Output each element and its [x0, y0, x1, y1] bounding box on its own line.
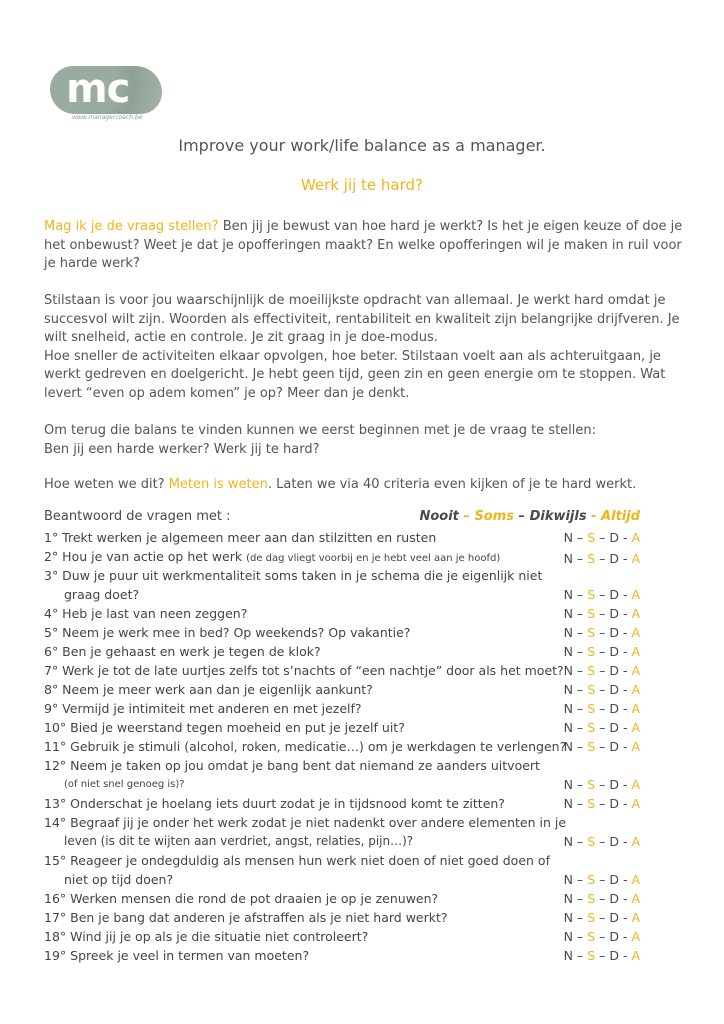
answer-options[interactable]: [564, 946, 640, 965]
answer-sep: -: [618, 587, 632, 602]
paragraph-5-highlight: Meten is weten: [168, 477, 268, 492]
answer-sep: –: [572, 872, 588, 887]
answer-options[interactable]: [564, 642, 640, 661]
question-row: [44, 889, 644, 908]
legend-altijd: Altijd: [601, 509, 640, 524]
answer-n[interactable]: N: [563, 682, 573, 697]
answer-a[interactable]: A: [631, 910, 640, 925]
answer-sep: –: [595, 948, 610, 963]
answer-d[interactable]: D: [609, 606, 619, 621]
answer-a[interactable]: A: [631, 796, 640, 811]
legend-sep-3: -: [586, 509, 602, 524]
question-text: 1° Trekt werken je algemeen meer aan dan stilzitten en rusten: [44, 530, 437, 545]
answer-sep: -: [618, 739, 632, 754]
answer-a[interactable]: A: [631, 891, 640, 906]
answer-sep: -: [618, 644, 632, 659]
question-row: [44, 946, 644, 965]
question-text: 12° Neem je taken op jou omdat je bang bent dat niemand ze aanders uitvoert: [44, 758, 540, 773]
answer-sep: -: [618, 530, 632, 545]
answer-sep: –: [572, 551, 588, 566]
answer-sep: –: [572, 644, 588, 659]
answer-sep: –: [595, 796, 610, 811]
answer-s[interactable]: S: [587, 910, 596, 925]
answer-d[interactable]: D: [609, 910, 619, 925]
answer-s[interactable]: S: [587, 834, 596, 849]
question-text: 4° Heb je last van neen zeggen?: [44, 606, 248, 621]
answer-s[interactable]: S: [587, 551, 596, 566]
legend-sep-2: –: [514, 509, 530, 524]
question-row: [44, 908, 644, 927]
question-text: 7° Werk je tot de late uurtjes zelfs tot s’nachts of “een nachtje” door als het moet?: [44, 663, 564, 678]
paragraph-4: [44, 422, 684, 459]
answer-options[interactable]: [564, 718, 640, 737]
answer-a[interactable]: A: [631, 663, 640, 678]
answer-s[interactable]: S: [587, 644, 596, 659]
answer-sep: -: [618, 891, 632, 906]
intro-text: Ben jij je bewust van hoe hard je werkt? Is het je eigen keuze of doe je het onbewust? Weet je dat je opofferingen maakt? En welke opofferingen wil je maken in ruil voor je harde werk?: [44, 219, 683, 271]
answer-sep: -: [618, 551, 632, 566]
answer-sep: –: [595, 739, 610, 754]
question-row: [44, 528, 644, 547]
answer-a[interactable]: A: [631, 701, 640, 716]
answer-sep: –: [572, 929, 588, 944]
question-text-continued: (of niet snel genoeg is)?: [64, 779, 185, 790]
answer-sep: -: [618, 948, 632, 963]
answer-sep: –: [595, 720, 610, 735]
answer-sep: –: [572, 663, 588, 678]
answer-sep: -: [618, 682, 632, 697]
question-row: [44, 680, 644, 699]
answer-n[interactable]: N: [563, 606, 573, 621]
question-text-continued: leven (is dit te wijten aan verdriet, angst, relaties, pijn…)?: [64, 834, 414, 848]
answer-legend: [44, 509, 644, 527]
question-text: 19° Spreek je veel in termen van moeten?: [44, 948, 310, 963]
answer-sep: –: [595, 530, 610, 545]
answer-options[interactable]: [564, 661, 640, 680]
paragraph-4a-text: Om terug die balans te vinden kunnen we eerst beginnen met je de vraag te stellen:: [44, 423, 597, 438]
answer-sep: -: [618, 625, 632, 640]
answer-sep: –: [595, 663, 610, 678]
answer-sep: –: [572, 891, 588, 906]
answer-sep: -: [618, 910, 632, 925]
answer-d[interactable]: D: [609, 929, 619, 944]
question-text: 17° Ben je bang dat anderen je afstraffen als je niet hard werkt?: [44, 910, 448, 925]
answer-sep: -: [618, 701, 632, 716]
answer-n[interactable]: N: [563, 777, 573, 792]
answer-d[interactable]: D: [609, 872, 619, 887]
answer-sep: –: [595, 606, 610, 621]
question-text: 3° Duw je puur uit werkmentaliteit soms taken in je schema die je eigenlijk niet: [44, 568, 543, 583]
answer-sep: –: [572, 625, 588, 640]
answer-d[interactable]: D: [609, 796, 619, 811]
question-text: 6° Ben je gehaast en werk je tegen de klok?: [44, 644, 321, 659]
answer-sep: –: [572, 796, 588, 811]
question-text: 2° Hou je van actie op het werk: [44, 549, 247, 564]
page-subtitle: Werk jij te hard?: [300, 176, 424, 194]
question-row: [44, 851, 644, 889]
answer-d[interactable]: D: [609, 777, 619, 792]
answer-s[interactable]: S: [587, 891, 596, 906]
answer-a[interactable]: A: [631, 644, 640, 659]
question-text: 10° Bied je weerstand tegen moeheid en put je jezelf uit?: [44, 720, 405, 735]
answer-sep: -: [618, 834, 632, 849]
answer-n[interactable]: N: [563, 551, 573, 566]
answer-sep: -: [618, 796, 632, 811]
answer-sep: -: [618, 777, 632, 792]
answer-s[interactable]: S: [587, 606, 596, 621]
question-text: 9° Vermijd je intimiteit met anderen en met jezelf?: [44, 701, 362, 716]
answer-n[interactable]: N: [563, 929, 573, 944]
question-text: 15° Reageer je ondegduldig als mensen hun werk niet doen of niet goed doen of: [44, 853, 550, 868]
answer-d[interactable]: D: [609, 720, 619, 735]
answer-n[interactable]: N: [563, 910, 573, 925]
answer-n[interactable]: N: [563, 796, 573, 811]
paragraph-4b-text: Ben jij een harde werker? Werk jij te hard?: [44, 441, 320, 457]
answer-a[interactable]: A: [631, 551, 640, 566]
question-row: [44, 623, 644, 642]
answer-options[interactable]: [564, 585, 640, 604]
paragraph-2: [44, 292, 684, 403]
answer-n[interactable]: N: [563, 530, 573, 545]
answer-s[interactable]: S: [587, 663, 596, 678]
paragraph-3-text: Hoe sneller de activiteiten elkaar opvolgen, hoe beter. Stilstaan voelt aan als achteruitgaan, je werkt gedreven en doelgericht. Je hebt geen tijd, geen zin en geen energie om te stoppen. Wat levert “even op adem komen” je op? Meer dan je denkt.: [44, 348, 666, 401]
answer-sep: –: [572, 701, 588, 716]
answer-sep: –: [572, 530, 588, 545]
question-row: [44, 927, 644, 946]
answer-n[interactable]: N: [563, 663, 573, 678]
answer-a[interactable]: A: [631, 530, 640, 545]
answer-d[interactable]: D: [609, 701, 619, 716]
answer-a[interactable]: A: [631, 739, 640, 754]
logo: [50, 66, 162, 124]
question-text: 14° Begraaf jij je onder het werk zodat je niet nadenkt over andere elementen in je: [44, 815, 567, 830]
question-text: 5° Neem je werk mee in bed? Op weekends? Op vakantie?: [44, 625, 411, 640]
answer-n[interactable]: N: [563, 834, 573, 849]
question-text: 13° Onderschat je hoelang iets duurt zodat je in tijdsnood komt te zitten?: [44, 796, 505, 811]
answer-sep: –: [595, 701, 610, 716]
legend-soms: Soms: [474, 509, 515, 524]
legend-sep-1: –: [458, 509, 475, 524]
answer-sep: –: [595, 682, 610, 697]
answer-n[interactable]: N: [563, 625, 573, 640]
answer-sep: -: [618, 663, 632, 678]
answer-sep: –: [595, 777, 610, 792]
answer-options[interactable]: [564, 737, 640, 756]
answer-d[interactable]: D: [609, 682, 619, 697]
answer-n[interactable]: N: [563, 872, 573, 887]
logo-text: mc: [66, 66, 130, 112]
answer-a[interactable]: A: [631, 834, 640, 849]
answer-s[interactable]: S: [587, 720, 596, 735]
answer-s[interactable]: S: [587, 929, 596, 944]
answer-sep: –: [595, 551, 610, 566]
answer-options[interactable]: [564, 927, 640, 946]
answer-a[interactable]: A: [631, 625, 640, 640]
answer-a[interactable]: A: [631, 587, 640, 602]
intro-highlight: Mag ik je de vraag stellen?: [44, 219, 219, 234]
answer-sep: -: [618, 720, 632, 735]
answer-options[interactable]: [564, 528, 640, 547]
answer-options[interactable]: [564, 870, 640, 889]
answer-sep: –: [572, 587, 588, 602]
answer-s[interactable]: S: [587, 701, 596, 716]
answer-sep: –: [595, 587, 610, 602]
answer-d[interactable]: D: [609, 948, 619, 963]
answer-d[interactable]: D: [609, 587, 619, 602]
question-row: [44, 547, 644, 568]
paragraph-5-after: . Laten we via 40 criteria even kijken of je te hard werkt.: [267, 477, 637, 492]
answer-s[interactable]: S: [587, 530, 596, 545]
question-text: 8° Neem je meer werk aan dan je eigenlijk aankunt?: [44, 682, 373, 697]
answer-a[interactable]: A: [631, 720, 640, 735]
answer-sep: –: [595, 910, 610, 925]
answer-options[interactable]: [564, 794, 640, 813]
answer-d[interactable]: D: [609, 891, 619, 906]
intro-paragraph: [44, 218, 684, 274]
answer-sep: -: [618, 872, 632, 887]
answer-options[interactable]: [564, 604, 640, 623]
answer-d[interactable]: D: [609, 644, 619, 659]
answer-options[interactable]: [564, 889, 640, 908]
answer-sep: –: [572, 682, 588, 697]
answer-d[interactable]: D: [609, 663, 619, 678]
question-row: [44, 813, 644, 851]
question-text-continued: graag doet?: [64, 587, 140, 602]
legend-nooit: Nooit: [419, 509, 459, 524]
answer-options[interactable]: [564, 699, 640, 718]
paragraph-5-before: Hoe weten we dit?: [44, 477, 169, 492]
answer-n[interactable]: N: [563, 587, 573, 602]
question-row: [44, 642, 644, 661]
answer-s[interactable]: S: [587, 587, 596, 602]
answer-sep: –: [572, 910, 588, 925]
answer-sep: –: [572, 834, 588, 849]
answer-sep: –: [595, 644, 610, 659]
legend-dikwijls: Dikwijls: [529, 509, 587, 524]
answer-n[interactable]: N: [563, 720, 573, 735]
paragraph-5: [44, 476, 684, 495]
question-row: [44, 756, 644, 794]
answer-sep: –: [572, 777, 588, 792]
answer-s[interactable]: S: [587, 682, 596, 697]
answer-options[interactable]: [564, 832, 640, 851]
question-row: [44, 794, 644, 813]
question-text: 11° Gebruik je stimuli (alcohol, roken, medicatie…) om je werkdagen te verlengen?: [44, 739, 567, 754]
answer-sep: –: [572, 948, 588, 963]
answer-a[interactable]: A: [631, 929, 640, 944]
answer-d[interactable]: D: [609, 551, 619, 566]
question-text-continued: niet op tijd doen?: [64, 872, 174, 887]
answer-n[interactable]: N: [563, 891, 573, 906]
answer-sep: –: [595, 625, 610, 640]
answer-sep: –: [595, 834, 610, 849]
answer-n[interactable]: N: [563, 948, 573, 963]
answer-sep: –: [572, 606, 588, 621]
answer-d[interactable]: D: [609, 625, 619, 640]
answer-n[interactable]: N: [563, 739, 573, 754]
answer-sep: –: [572, 739, 588, 754]
answer-a[interactable]: A: [631, 948, 640, 963]
answer-s[interactable]: S: [587, 872, 596, 887]
answer-sep: -: [618, 606, 632, 621]
question-row: [44, 661, 644, 680]
answer-options[interactable]: [564, 775, 640, 794]
answer-d[interactable]: D: [609, 739, 619, 754]
answer-options[interactable]: [564, 680, 640, 699]
page-title: Improve your work/life balance as a manager.: [178, 136, 546, 155]
answer-sep: –: [595, 891, 610, 906]
answer-options[interactable]: [564, 623, 640, 642]
answer-s[interactable]: S: [587, 796, 596, 811]
question-row: [44, 566, 644, 604]
answer-d[interactable]: D: [609, 834, 619, 849]
answer-d[interactable]: D: [609, 530, 619, 545]
answer-options[interactable]: [564, 908, 640, 927]
answer-a[interactable]: A: [631, 682, 640, 697]
question-row: [44, 737, 644, 756]
answer-s[interactable]: S: [587, 739, 596, 754]
answer-n[interactable]: N: [563, 701, 573, 716]
logo-url: www.managercoach.be: [72, 114, 143, 121]
answer-a[interactable]: A: [631, 777, 640, 792]
answer-a[interactable]: A: [631, 872, 640, 887]
answer-s[interactable]: S: [587, 948, 596, 963]
question-row: [44, 604, 644, 623]
legend-label: Beantwoord de vragen met :: [44, 509, 231, 524]
answer-sep: -: [618, 929, 632, 944]
question-note: (de dag vliegt voorbij en je hebt veel aan je hoofd): [246, 553, 501, 564]
legend-scale: [419, 509, 640, 524]
answer-n[interactable]: N: [563, 644, 573, 659]
question-row: [44, 699, 644, 718]
question-text: 16° Werken mensen die rond de pot draaien je op je zenuwen?: [44, 891, 439, 906]
paragraph-2-text: Stilstaan is voor jou waarschijnlijk de moeilijkste opdracht van allemaal. Je werkt hard omdat je succesvol wilt zijn. Woorden als effectiviteit, rentabiliteit en kwaliteit zijn belangrijke drijfveren. Je wilt snelheid, actie en controle. Je zit graag in je doe-modus.: [44, 293, 680, 345]
answer-a[interactable]: A: [631, 606, 640, 621]
answer-sep: –: [572, 720, 588, 735]
question-text: 18° Wind jij je op als je die situatie niet controleert?: [44, 929, 369, 944]
question-row: [44, 718, 644, 737]
answer-s[interactable]: S: [587, 777, 596, 792]
answer-s[interactable]: S: [587, 625, 596, 640]
answer-sep: –: [595, 872, 610, 887]
answer-sep: –: [595, 929, 610, 944]
